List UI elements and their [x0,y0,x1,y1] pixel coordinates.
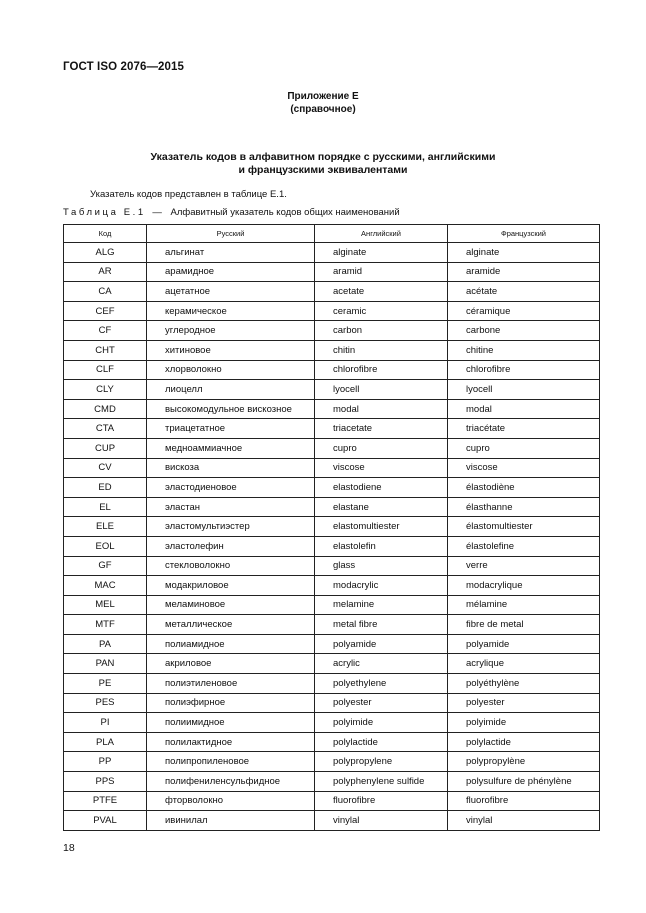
russian-name-cell: полиамидное [147,634,315,654]
russian-name-cell: полиэтиленовое [147,674,315,694]
table-row [64,576,600,596]
french-name-cell: verre [448,556,600,576]
russian-name-cell: металлическое [147,615,315,635]
russian-name-cell: триацетатное [147,419,315,439]
table-row [64,634,600,654]
french-name-cell: polylactide [448,732,600,752]
french-name-cell: polyimide [448,713,600,733]
english-name-cell: modal [315,399,448,419]
russian-name-cell: модакриловое [147,576,315,596]
french-name-cell: mélamine [448,595,600,615]
russian-name-cell: эластолефин [147,536,315,556]
english-name-cell: alginate [315,243,448,263]
table-row [64,458,600,478]
russian-name-cell: вискоза [147,458,315,478]
russian-name-cell: высокомодульное вискозное [147,399,315,419]
french-name-cell: vinylal [448,811,600,831]
french-name-cell: élastodiène [448,478,600,498]
english-name-cell: aramid [315,262,448,282]
english-name-cell: fluorofibre [315,791,448,811]
table-row [64,674,600,694]
code-cell: PE [64,674,147,694]
code-index-table [63,224,600,831]
english-name-cell: acetate [315,282,448,302]
column-header-french: Французский [448,225,600,243]
table-header-row [64,225,600,243]
russian-name-cell: лиоцелл [147,380,315,400]
french-name-cell: alginate [448,243,600,263]
appendix-subtitle: (справочное) [290,104,356,115]
code-cell: EL [64,497,147,517]
code-cell: CUP [64,438,147,458]
code-cell: PLA [64,732,147,752]
russian-name-cell: полилактидное [147,732,315,752]
russian-name-cell: ивинилал [147,811,315,831]
table-caption-title: Алфавитный указатель кодов общих наименований [170,207,400,218]
russian-name-cell: арамидное [147,262,315,282]
table-caption-dash: — [152,207,162,218]
french-name-cell: polyamide [448,634,600,654]
english-name-cell: elastane [315,497,448,517]
english-name-cell: viscose [315,458,448,478]
code-cell: CF [64,321,147,341]
russian-name-cell: альгинат [147,243,315,263]
table-body [64,243,600,831]
code-cell: CLF [64,360,147,380]
french-name-cell: polyester [448,693,600,713]
french-name-cell: viscose [448,458,600,478]
column-header-code: Код [64,225,147,243]
column-header-english: Английский [315,225,448,243]
code-cell: CTA [64,419,147,439]
table-row [64,536,600,556]
section-heading-line2: и французскими эквивалентами [238,164,408,176]
code-cell: EOL [64,536,147,556]
english-name-cell: acrylic [315,654,448,674]
page-number: 18 [63,842,75,854]
english-name-cell: carbon [315,321,448,341]
table-row [64,713,600,733]
english-name-cell: polyamide [315,634,448,654]
french-name-cell: chlorofibre [448,360,600,380]
french-name-cell: polyéthylène [448,674,600,694]
english-name-cell: polypropylene [315,752,448,772]
code-cell: MAC [64,576,147,596]
table-row [64,595,600,615]
code-cell: MTF [64,615,147,635]
russian-name-cell: полипропиленовое [147,752,315,772]
code-cell: CV [64,458,147,478]
table-row [64,340,600,360]
english-name-cell: elastodiene [315,478,448,498]
english-name-cell: cupro [315,438,448,458]
code-cell: PTFE [64,791,147,811]
code-cell: ELE [64,517,147,537]
french-name-cell: élastomultiester [448,517,600,537]
russian-name-cell: эластан [147,497,315,517]
code-cell: PVAL [64,811,147,831]
french-name-cell: polysulfure de phénylène [448,772,600,792]
english-name-cell: polylactide [315,732,448,752]
code-cell: ED [64,478,147,498]
table-row [64,419,600,439]
french-name-cell: aramide [448,262,600,282]
table-row [64,497,600,517]
russian-name-cell: фторволокно [147,791,315,811]
code-cell: AR [64,262,147,282]
table-row [64,693,600,713]
code-cell: PP [64,752,147,772]
french-name-cell: chitine [448,340,600,360]
table-row [64,438,600,458]
code-cell: CMD [64,399,147,419]
code-cell: PA [64,634,147,654]
table-row [64,282,600,302]
code-cell: ALG [64,243,147,263]
russian-name-cell: углеродное [147,321,315,341]
standard-designation: ГОСТ ISO 2076—2015 [63,61,185,73]
code-cell: CLY [64,380,147,400]
code-cell: GF [64,556,147,576]
table-row [64,752,600,772]
russian-name-cell: полиэфирное [147,693,315,713]
code-cell: MEL [64,595,147,615]
english-name-cell: glass [315,556,448,576]
table-row [64,772,600,792]
table-row [64,380,600,400]
table-row [64,654,600,674]
russian-name-cell: хитиновое [147,340,315,360]
table-row [64,732,600,752]
english-name-cell: elastolefin [315,536,448,556]
french-name-cell: fibre de metal [448,615,600,635]
french-name-cell: triacétate [448,419,600,439]
code-cell: PI [64,713,147,733]
table-row [64,556,600,576]
french-name-cell: acrylique [448,654,600,674]
code-cell: CA [64,282,147,302]
table-caption-label: Таблица Е.1 [63,207,146,218]
russian-name-cell: медноаммиачное [147,438,315,458]
code-cell: CEF [64,301,147,321]
code-cell: CHT [64,340,147,360]
french-name-cell: céramique [448,301,600,321]
french-name-cell: modal [448,399,600,419]
english-name-cell: vinylal [315,811,448,831]
french-name-cell: élastolefine [448,536,600,556]
table-row [64,791,600,811]
table-row [64,478,600,498]
column-header-russian: Русский [147,225,315,243]
french-name-cell: élasthanne [448,497,600,517]
table-row [64,321,600,341]
russian-name-cell: эластомультиэстер [147,517,315,537]
table-row [64,243,600,263]
russian-name-cell: полифениленсульфидное [147,772,315,792]
english-name-cell: lyocell [315,380,448,400]
english-name-cell: polyimide [315,713,448,733]
table-row [64,517,600,537]
russian-name-cell: меламиновое [147,595,315,615]
russian-name-cell: хлорволокно [147,360,315,380]
french-name-cell: lyocell [448,380,600,400]
french-name-cell: fluorofibre [448,791,600,811]
intro-paragraph: Указатель кодов представлен в таблице Е.1. [90,189,287,200]
appendix-title: Приложение Е [287,91,359,102]
table-row [64,615,600,635]
table-row [64,399,600,419]
french-name-cell: carbone [448,321,600,341]
russian-name-cell: акриловое [147,654,315,674]
french-name-cell: cupro [448,438,600,458]
code-cell: PAN [64,654,147,674]
english-name-cell: modacrylic [315,576,448,596]
russian-name-cell: керамическое [147,301,315,321]
russian-name-cell: полиимидное [147,713,315,733]
english-name-cell: chlorofibre [315,360,448,380]
french-name-cell: modacrylique [448,576,600,596]
french-name-cell: acétate [448,282,600,302]
english-name-cell: elastomultiester [315,517,448,537]
english-name-cell: triacetate [315,419,448,439]
table-row [64,262,600,282]
english-name-cell: metal fibre [315,615,448,635]
code-cell: PPS [64,772,147,792]
english-name-cell: melamine [315,595,448,615]
english-name-cell: polyester [315,693,448,713]
code-cell: PES [64,693,147,713]
english-name-cell: chitin [315,340,448,360]
section-heading-line1: Указатель кодов в алфавитном порядке с русскими, английскими [150,151,496,163]
russian-name-cell: ацетатное [147,282,315,302]
english-name-cell: polyethylene [315,674,448,694]
russian-name-cell: стекловолокно [147,556,315,576]
english-name-cell: polyphenylene sulfide [315,772,448,792]
russian-name-cell: эластодиеновое [147,478,315,498]
table-caption [63,207,400,218]
table-row [64,360,600,380]
french-name-cell: polypropylène [448,752,600,772]
table-row [64,811,600,831]
english-name-cell: ceramic [315,301,448,321]
table-row [64,301,600,321]
